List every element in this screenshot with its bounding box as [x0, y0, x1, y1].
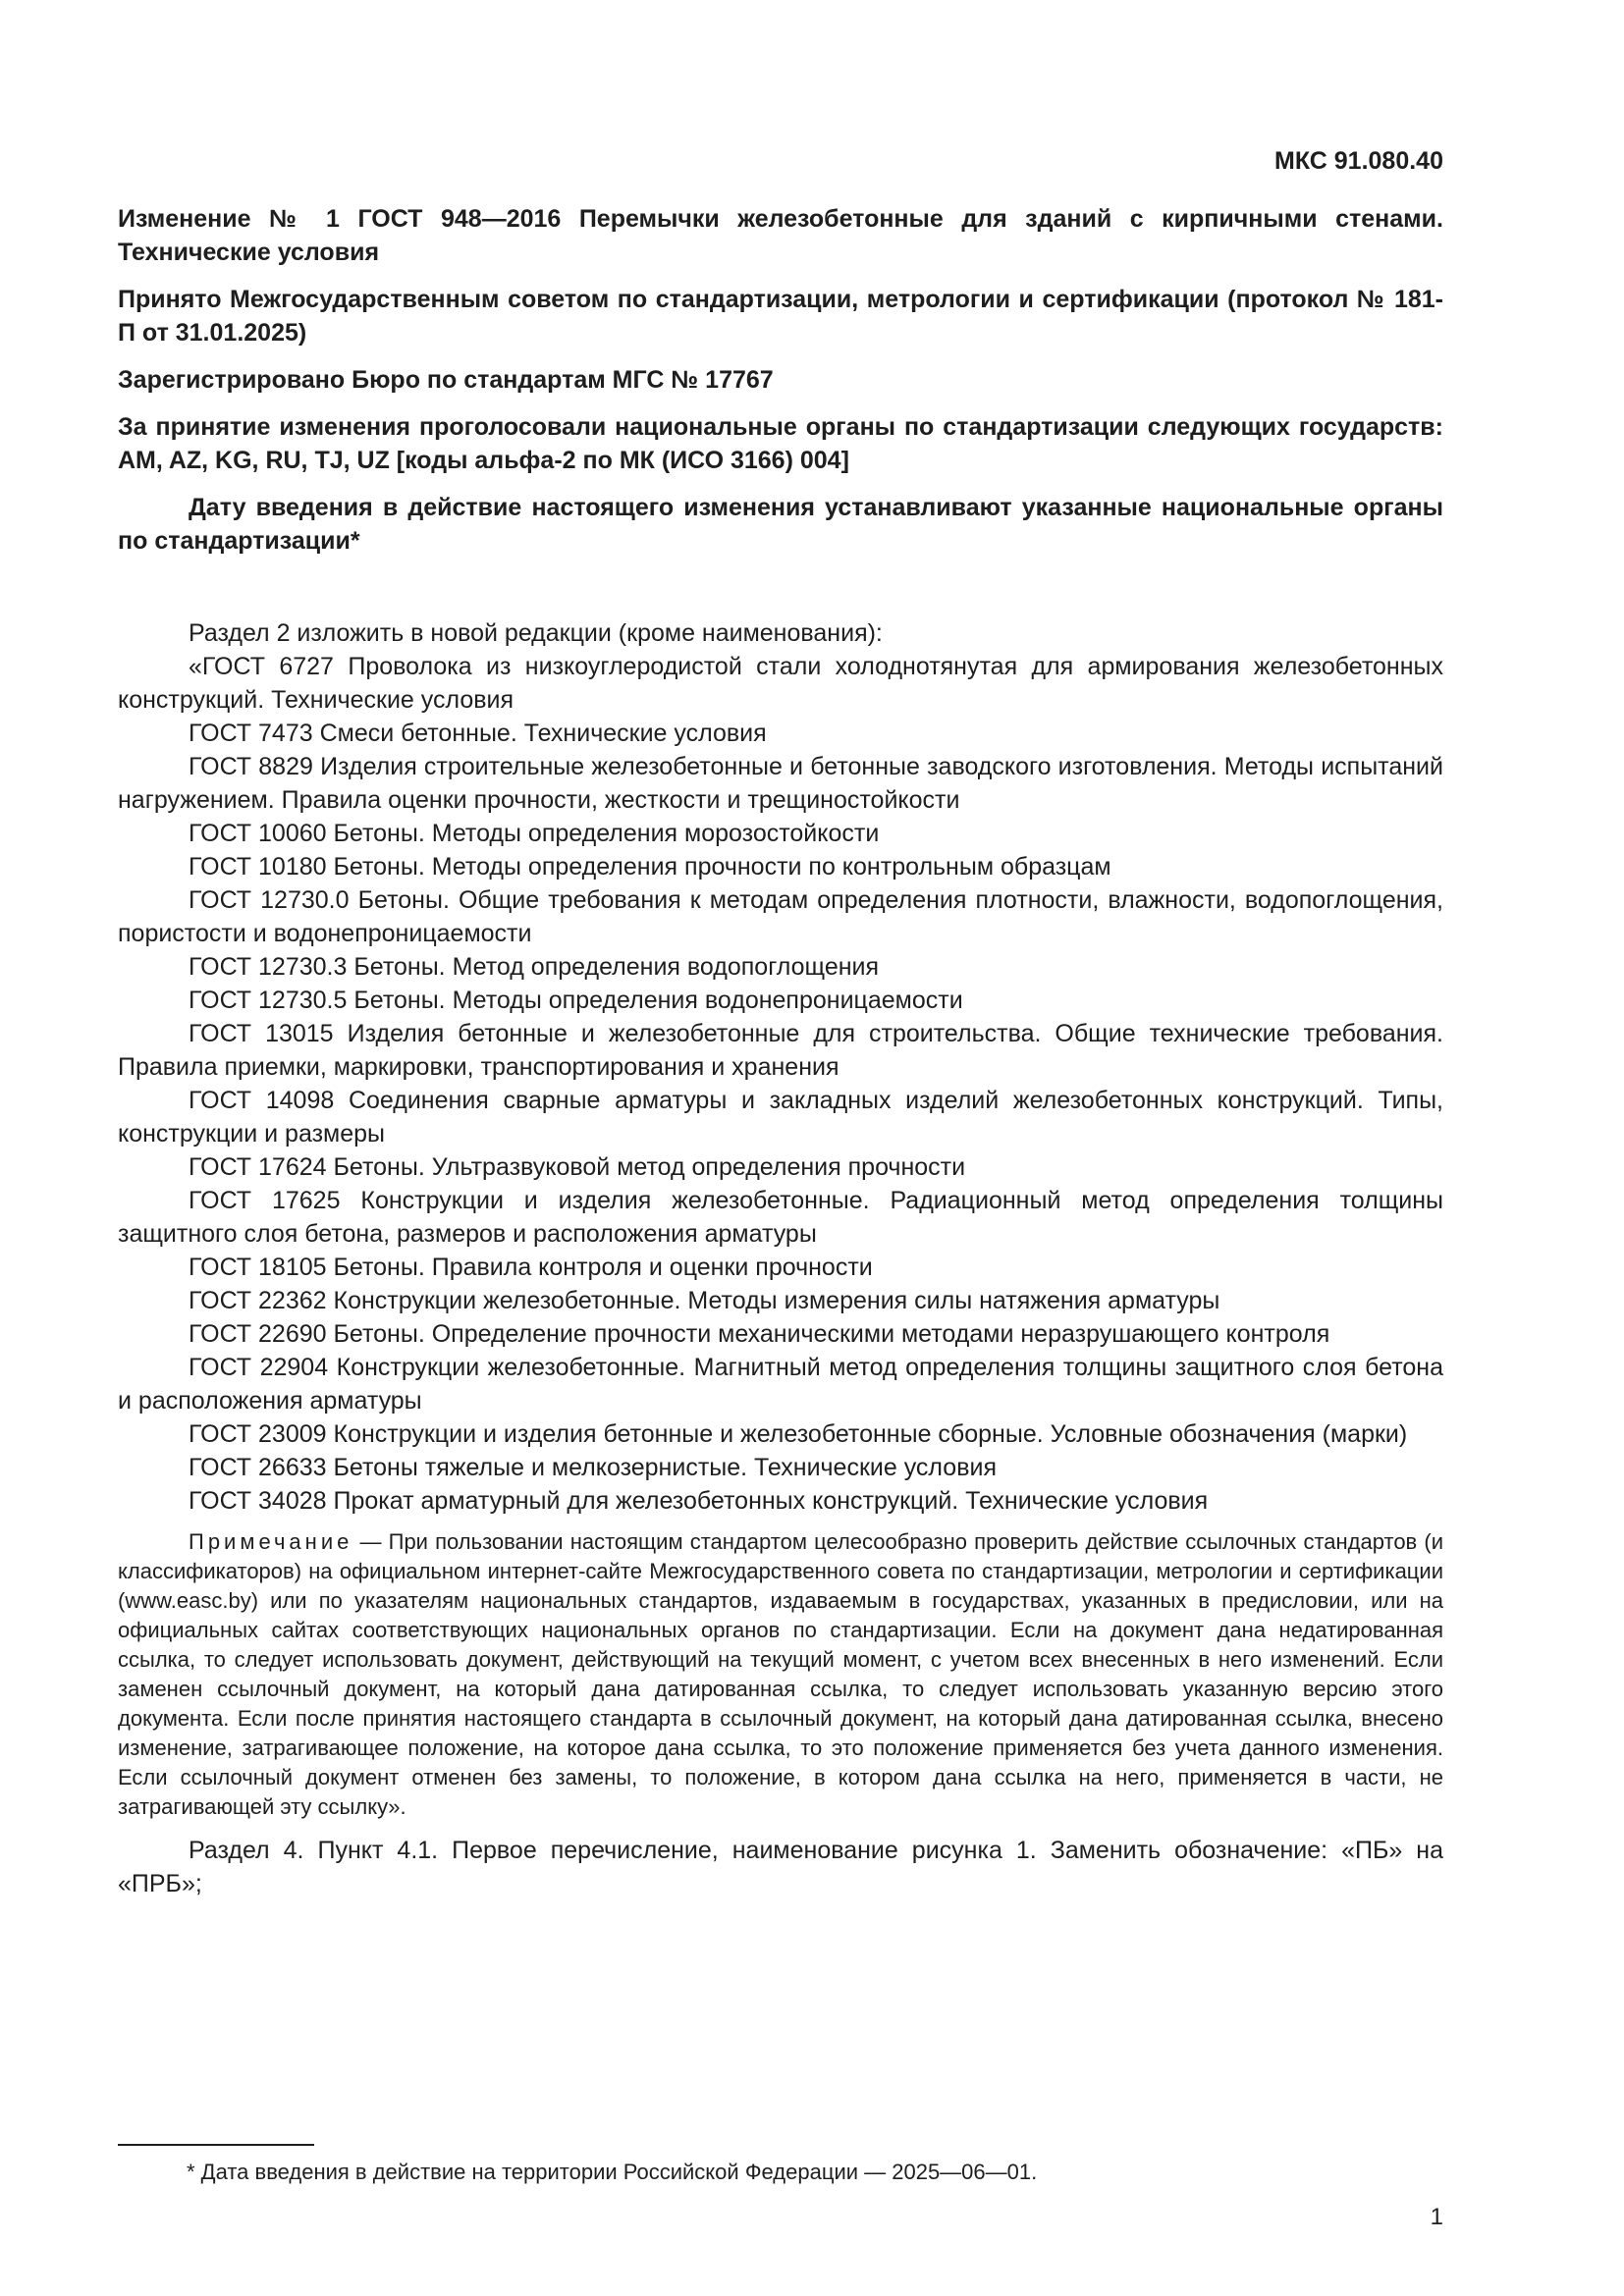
reference-title: Бетоны. Общие требования к методам определения плотности, влажности, водопоглощения, пористости и водонепроницаемости [118, 886, 1444, 947]
amendment-title: Изменение № 1 ГОСТ 948—2016 Перемычки железобетонные для зданий с кирпичными стенами. Технические условия [118, 205, 1443, 266]
reference-code: ГОСТ 22690 [189, 1320, 327, 1348]
reference-list [118, 650, 1443, 1518]
reference-title: Бетоны. Ультразвуковой метод определения прочности [333, 1153, 966, 1181]
footnote-rule [118, 2144, 314, 2146]
reference-item [118, 1484, 1443, 1518]
reference-title: Изделия бетонные и железобетонные для строительства. Общие технические требования. Правила приемки, маркировки, транспортирования и хранения [118, 1020, 1443, 1081]
reference-code: ГОСТ 13015 [189, 1020, 334, 1047]
reference-code: ГОСТ 10180 [189, 853, 327, 881]
reference-code: ГОСТ 17625 [189, 1187, 341, 1214]
reference-item [118, 750, 1443, 817]
footnote: * Дата введения в действие на территории Российской Федерации — 2025—06—01. [187, 2160, 1038, 2184]
reference-title: Прокат арматурный для железобетонных конструкций. Технические условия [333, 1487, 1209, 1515]
reference-item [118, 1451, 1443, 1484]
mks-code: МКС 91.080.40 [1274, 147, 1443, 175]
reference-title: Соединения сварные арматуры и закладных изделий железобетонных конструкций. Типы, конструкции и размеры [118, 1087, 1444, 1148]
reference-item [118, 650, 1443, 717]
reference-title: Проволока из низкоуглеродистой стали холоднотянутая для армирования железобетонных конструкций. Технические условия [118, 653, 1443, 714]
registration-statement: Зарегистрировано Бюро по стандартам МГС № 17767 [118, 366, 774, 394]
reference-item [118, 1351, 1443, 1417]
reference-item [118, 850, 1443, 883]
reference-code: ГОСТ 26633 [189, 1454, 327, 1481]
reference-title: Бетоны. Методы определения водонепроницаемости [353, 987, 963, 1014]
reference-item [118, 984, 1443, 1017]
reference-code: ГОСТ 22362 [189, 1287, 327, 1314]
reference-code: ГОСТ 14098 [189, 1087, 335, 1114]
note-text: — При пользовании настоящим стандартом целесообразно проверить действие ссылочных стандартов (и классификаторов) на официальном интернет-сайте Межгосударственного совета по стандартизации, метрологии и сертификации (www.easc.by) или по указателям национальных стандартов, издаваемым в государствах, указанных в предисловии, или на официальных сайтах соответствующих национальных органов по стандартизации. Если на документ дана недатированная ссылка, то следует использовать документ, действующий на текущий момент, с учетом всех внесенных в него изменений. Если заменен ссылочный документ, на который дана датированная ссылка, то следует использовать указанную версию этого документа. Если после принятия настоящего стандарта в ссылочный документ, на который дана датированная ссылка, внесено изменение, затрагивающее положение, на которое дана ссылка, то это положение применяется без учета данного изменения. Если ссылочный документ отменен без замены, то положение, в котором дана ссылка на него, применяется в части, не затрагивающей эту ссылку». [118, 1529, 1443, 1819]
reference-title: Конструкции железобетонные. Методы измерения силы натяжения арматуры [333, 1287, 1220, 1314]
reference-item [118, 817, 1443, 850]
reference-item [118, 1017, 1443, 1084]
reference-item [118, 1284, 1443, 1317]
reference-code: ГОСТ 8829 [189, 753, 313, 780]
reference-item [118, 950, 1443, 984]
reference-title: Конструкции железобетонные. Магнитный метод определения толщины защитного слоя бетона и расположения арматуры [118, 1354, 1443, 1415]
reference-title: Бетоны. Правила контроля и оценки прочности [333, 1254, 873, 1281]
reference-title: Конструкции и изделия железобетонные. Радиационный метод определения толщины защитного слоя бетона, размеров и расположения арматуры [118, 1187, 1444, 1248]
reference-item [118, 717, 1443, 750]
adopted-statement: Принято Межгосударственным советом по стандартизации, метрологии и сертификации (протокол № 181-П от 31.01.2025) [118, 286, 1443, 347]
reference-code: ГОСТ 23009 [189, 1420, 327, 1448]
reference-title: Бетоны. Метод определения водопоглощения [353, 953, 880, 981]
page-number: 1 [1430, 2204, 1443, 2230]
section4-paragraph: Раздел 4. Пункт 4.1. Первое перечисление, наименование рисунка 1. Заменить обозначение: «ПБ» на «ПРБ»; [118, 1837, 1443, 1897]
reference-title: Бетоны. Определение прочности механическими методами неразрушающего контроля [333, 1320, 1330, 1348]
reference-code: ГОСТ 12730.0 [189, 886, 350, 914]
reference-item [118, 1184, 1443, 1251]
reference-code: ГОСТ 12730.5 [189, 987, 348, 1014]
reference-title: Бетоны. Методы определения прочности по контрольным образцам [333, 853, 1111, 881]
reference-code: «ГОСТ 6727 [189, 653, 334, 680]
reference-item [118, 883, 1443, 950]
effective-date-statement: Дату введения в действие настоящего изменения устанавливают указанные национальные органы по стандартизации* [118, 494, 1443, 555]
reference-title: Бетоны. Методы определения морозостойкости [333, 820, 880, 847]
reference-item [118, 1084, 1443, 1150]
note-paragraph [118, 1527, 1443, 1822]
reference-title: Изделия строительные железобетонные и бетонные заводского изготовления. Методы испытаний нагружением. Правила оценки прочности, жесткости и трещиностойкости [118, 753, 1443, 814]
reference-code: ГОСТ 34028 [189, 1487, 327, 1515]
reference-title: Смеси бетонные. Технические условия [319, 720, 767, 747]
document-content [118, 145, 1443, 1900]
reference-code: ГОСТ 7473 [189, 720, 313, 747]
reference-code: ГОСТ 17624 [189, 1153, 327, 1181]
reference-item [118, 1251, 1443, 1284]
reference-title: Конструкции и изделия бетонные и железобетонные сборные. Условные обозначения (марки) [333, 1420, 1408, 1448]
reference-code: ГОСТ 18105 [189, 1254, 327, 1281]
reference-code: ГОСТ 22904 [189, 1354, 329, 1381]
reference-item [118, 1150, 1443, 1184]
reference-code: ГОСТ 10060 [189, 820, 327, 847]
section2-intro: Раздел 2 изложить в новой редакции (кроме наименования): [189, 619, 883, 647]
voting-statement: За принятие изменения проголосовали национальные органы по стандартизации следующих государств: AM, AZ, KG, RU, TJ, UZ [коды альфа-2 по МК (ИСО 3166) 004] [118, 413, 1443, 474]
amendment-body [118, 616, 1443, 1900]
reference-code: ГОСТ 12730.3 [189, 953, 348, 981]
note-label: Примечание [189, 1529, 353, 1554]
reference-item [118, 1417, 1443, 1451]
reference-title: Бетоны тяжелые и мелкозернистые. Технические условия [333, 1454, 997, 1481]
reference-item [118, 1317, 1443, 1351]
